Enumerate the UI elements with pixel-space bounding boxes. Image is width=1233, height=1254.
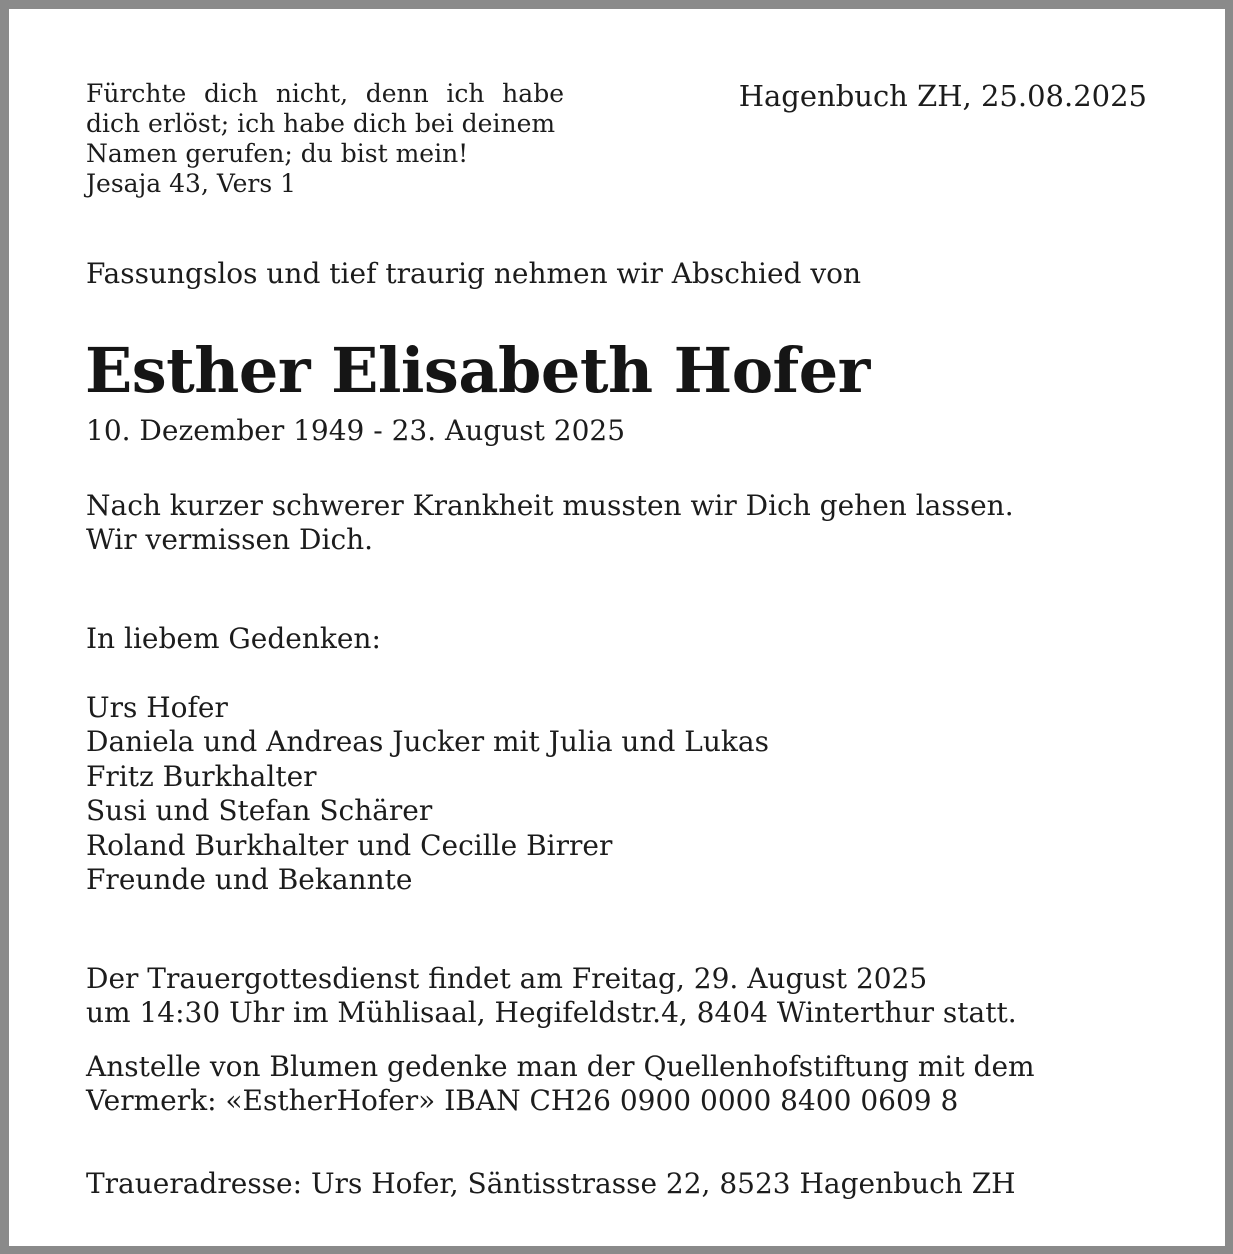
mourner-name: Daniela und Andreas Jucker mit Julia und Lukas: [86, 725, 769, 759]
message-block: [86, 489, 1014, 558]
donation-info: [86, 1050, 1035, 1119]
deceased-name: Esther Elisabeth Hofer: [85, 334, 870, 407]
mourner-name: Fritz Burkhalter: [86, 759, 317, 793]
memorial-heading: [86, 622, 381, 656]
place-date: Hagenbuch ZH, 25.08.2025: [738, 79, 1147, 113]
intro-text: Fassungslos und tief traurig nehmen wir Abschied von: [86, 257, 862, 290]
verse-line: Namen gerufen; du bist mein!: [86, 139, 469, 168]
message-line: Wir vermissen Dich.: [86, 523, 374, 557]
mourning-address-text: Traueradresse: Urs Hofer, Säntisstrasse 22, 8523 Hagenbuch ZH: [86, 1167, 1016, 1200]
life-dates: 10. Dezember 1949 - 23. August 2025: [86, 414, 626, 447]
service-line: Der Trauergottesdienst findet am Freitag, 29. August 2025: [86, 962, 928, 995]
message-line: Nach kurzer schwerer Krankheit mussten wir Dich gehen lassen.: [86, 489, 1014, 522]
verse-line: Fürchte dich nicht, denn ich habe: [86, 79, 564, 108]
mourner-name: Susi und Stefan Schärer: [86, 794, 433, 828]
mourner-name: Urs Hofer: [86, 691, 228, 724]
donation-line: Vermerk: «EstherHofer» IBAN CH26 0900 0000 8400 0609 8: [86, 1084, 959, 1118]
mourner-name: Roland Burkhalter und Cecille Birrer: [86, 828, 613, 862]
obituary-page: [9, 9, 1225, 1246]
donation-line: Anstelle von Blumen gedenke man der Quellenhofstiftung mit dem: [86, 1050, 1035, 1083]
verse-line: dich erlöst; ich habe dich bei deinem: [86, 109, 556, 138]
mourner-name: Freunde und Bekannte: [86, 863, 413, 897]
memorial-heading-text: In liebem Gedenken:: [86, 622, 381, 655]
service-line: um 14:30 Uhr im Mühlisaal, Hegifeldstr.4, 8404 Winterthur statt.: [86, 996, 1017, 1030]
mourners-list: [86, 691, 769, 897]
verse-reference: Jesaja 43, Vers 1: [86, 169, 297, 198]
mourning-address: [86, 1167, 1016, 1201]
service-info: [86, 962, 1017, 1031]
bible-verse: [86, 79, 564, 199]
